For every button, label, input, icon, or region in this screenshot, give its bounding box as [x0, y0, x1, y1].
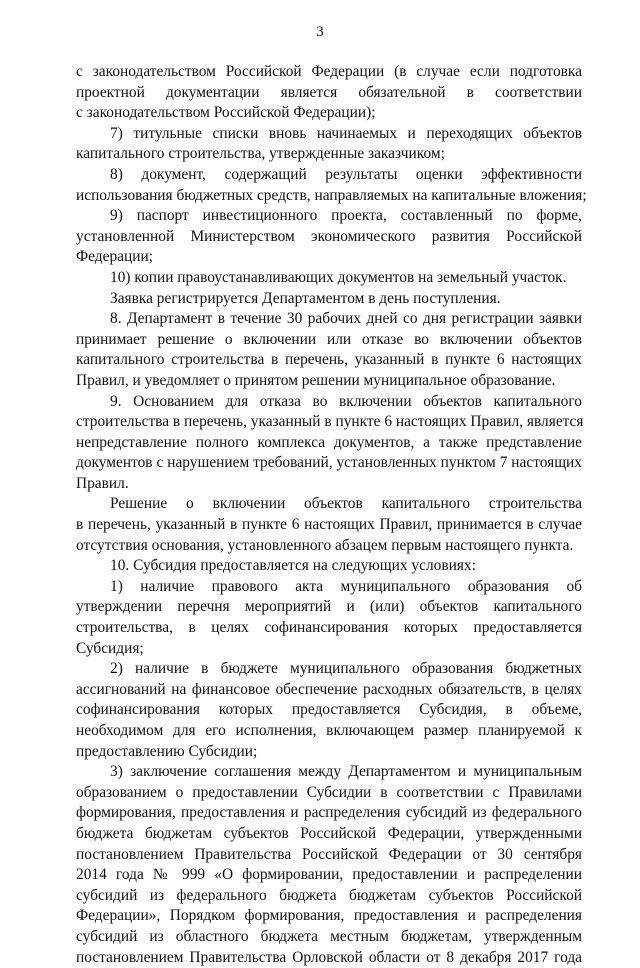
text-line: отсутствия основания, установленного абзацем первым настоящего пункта. [76, 536, 574, 554]
document-body [76, 62, 587, 968]
text-line: 9. Основанием для отказа во включении объектов капитального [110, 392, 582, 410]
text-line: 2) наличие в бюджете муниципального образования бюджетных [110, 660, 582, 678]
text-line: Федерации», Порядком формирования, предоставления и распределения [76, 907, 582, 925]
text-line: 3) заключение соглашения между Департаментом и муниципальным [110, 763, 582, 781]
text-line: необходимом для его исполнения, включающем размер планируемой к [76, 722, 582, 739]
text-line: с законодательством Российской Федерации); [76, 104, 376, 122]
text-line: 8. Департамент в течение 30 рабочих дней со дня регистрации заявки [110, 310, 582, 328]
text-line: капитального строительства, утвержденные заказчиком; [76, 145, 445, 163]
text-line: с законодательством Российской Федерации (в случае если подготовка [76, 63, 582, 80]
text-line: Федерации; [76, 248, 153, 266]
text-line: субсидий из областного бюджета местным бюджетам, утвержденным [76, 927, 582, 945]
text-line: проектной документации является обязательной в соответствии [76, 83, 582, 101]
text-line: предоставлению Субсидии; [76, 742, 258, 760]
text-line: строительства в перечень, указанный в пункте 6 настоящих Правил, является [76, 413, 584, 431]
text-line: бюджета бюджетам субъектов Российской Федерации, утвержденными [76, 824, 582, 842]
text-line: 10. Субсидия предоставляется на следующих условиях: [110, 557, 476, 575]
text-line: использования бюджетных средств, направляемых на капитальные вложения; [76, 186, 587, 204]
page-number: 3 [316, 24, 324, 40]
text-line: Заявка регистрируется Департаментом в день поступления. [110, 289, 501, 307]
text-line: софинансирования которых предоставляется Субсидия, в объеме, [76, 701, 582, 719]
text-line: документов с нарушением требований, установленных пунктом 7 настоящих [76, 454, 582, 472]
text-line: образованием о предоставлении Субсидии в соответствии с Правилами [76, 783, 582, 801]
text-line: постановлением Правительства Орловской области от 8 декабря 2017 года [76, 948, 582, 966]
text-line: субсидий из федерального бюджета бюджетам субъектов Российской [76, 886, 582, 904]
text-line: 9) паспорт инвестиционного проекта, составленный по форме, [110, 207, 582, 225]
text-line: принимает решение о включении или отказе во включении объектов [76, 330, 582, 348]
text-line: ассигнований на финансовое обеспечение расходных обязательств, в целях [76, 680, 582, 698]
text-line: утверждении перечня мероприятий и (или) объектов капитального [76, 598, 582, 616]
text-line: 2014 года № 999 «О формировании, предоставлении и распределении [76, 866, 582, 884]
text-line: 1) наличие правового акта муниципального образования об [110, 577, 582, 595]
text-line: строительства, в целях софинансирования которых предоставляется [76, 619, 582, 637]
text-line: Правил. [76, 474, 129, 492]
text-line: формирования, предоставления и распределения субсидий из федерального [76, 804, 582, 822]
text-line: постановлением Правительства Российской Федерации от 30 сентября [76, 845, 582, 863]
text-line: Решение о включении объектов капитального строительства [110, 495, 582, 513]
text-line: капитального строительства в перечень, указанный в пункте 6 настоящих [76, 351, 582, 369]
text-line: Правил, и уведомляет о принятом решении муниципальное образование. [76, 371, 556, 389]
text-line: непредставление полного комплекса документов, а также представление [76, 433, 582, 451]
text-line: Субсидия; [76, 639, 144, 657]
text-line: в перечень, указанный в пункте 6 настоящих Правил, принимается в случае [76, 516, 582, 534]
text-line: 10) копии правоустанавливающих документов на земельный участок. [110, 268, 567, 286]
text-line: 8) документ, содержащий результаты оценки эффективности [110, 165, 582, 183]
text-line: установленной Министерством экономического развития Российской [76, 227, 582, 245]
text-line: 7) титульные списки вновь начинаемых и переходящих объектов [110, 124, 582, 142]
